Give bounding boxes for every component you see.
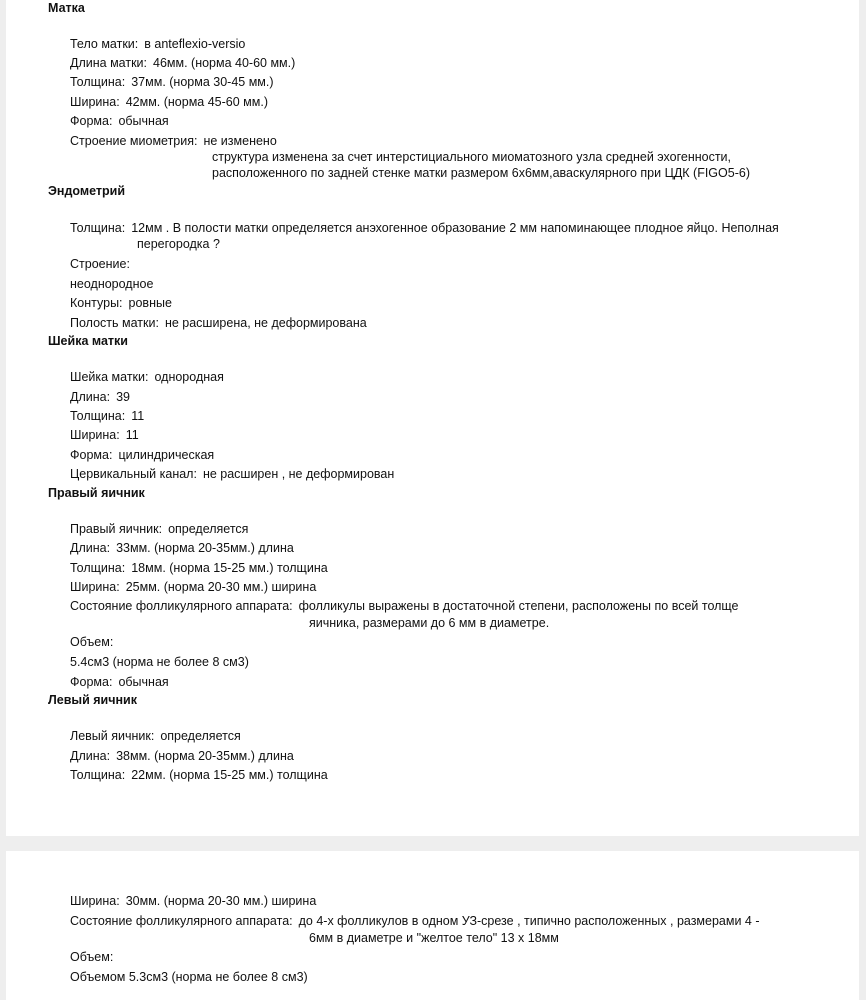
field-left-ovary: Левый яичник: определяется bbox=[70, 729, 241, 743]
field-right-ovary-volume-label: Объем: bbox=[70, 635, 114, 649]
field-cervix-shape: Форма: цилиндрическая bbox=[70, 448, 215, 462]
field-right-ovary-thickness: Толщина: 18мм. (норма 15-25 мм.) толщина bbox=[70, 561, 328, 575]
field-uterus-length: Длина матки: 46мм. (норма 40-60 мм.) bbox=[70, 56, 296, 70]
field-left-ovary-volume-value: Объемом 5.3см3 (норма не более 8 см3) bbox=[70, 970, 308, 984]
field-right-ovary-length: Длина: 33мм. (норма 20-35мм.) длина bbox=[70, 541, 294, 555]
field-endometrium-thickness: Толщина: 12мм . В полости матки определяется анэхогенное образование 2 мм напоминающее плодное яйцо. Неполная bbox=[70, 221, 779, 235]
myometrium-continuation-1: структура изменена за счет интерстициального миоматозного узла средней эхогенности, bbox=[212, 150, 732, 164]
document-page-2 bbox=[6, 851, 859, 1000]
document-page-1 bbox=[6, 0, 859, 836]
field-cervical-canal: Цервикальный канал: не расширен , не деформирован bbox=[70, 467, 395, 481]
field-endometrium-structure-value: неоднородное bbox=[70, 277, 154, 291]
field-cervix-length: Длина: 39 bbox=[70, 390, 130, 404]
field-endometrium-structure-label: Строение: bbox=[70, 257, 130, 271]
field-cervix-width: Ширина: 11 bbox=[70, 428, 139, 442]
field-myometrium-structure: Строение миометрия: не изменено bbox=[70, 134, 277, 148]
endometrium-thickness-continuation: перегородка ? bbox=[137, 237, 220, 251]
section-heading-cervix: Шейка матки bbox=[48, 334, 128, 348]
field-uterus-shape: Форма: обычная bbox=[70, 114, 169, 128]
field-right-ovary-shape: Форма: обычная bbox=[70, 675, 169, 689]
section-heading-uterus: Матка bbox=[48, 1, 85, 15]
field-left-ovary-follicular: Состояние фолликулярного аппарата: до 4-х фолликулов в одном УЗ-срезе , типично расположенных , размерами 4 - bbox=[70, 914, 760, 928]
field-right-ovary: Правый яичник: определяется bbox=[70, 522, 249, 536]
section-heading-left-ovary: Левый яичник bbox=[48, 693, 137, 707]
field-uterus-thickness: Толщина: 37мм. (норма 30-45 мм.) bbox=[70, 75, 274, 89]
field-cervix-thickness: Толщина: 11 bbox=[70, 409, 145, 423]
field-uterine-cavity: Полость матки: не расширена, не деформирована bbox=[70, 316, 367, 330]
myometrium-continuation-2: расположенного по задней стенке матки размером 6х6мм,аваскулярного при ЦДК (FIGO5-6) bbox=[212, 166, 750, 180]
field-uterus-body: Тело матки: в anteflexio-versio bbox=[70, 37, 246, 51]
section-heading-endometrium: Эндометрий bbox=[48, 184, 126, 198]
field-right-ovary-volume-value: 5.4см3 (норма не более 8 см3) bbox=[70, 655, 249, 669]
field-left-ovary-thickness: Толщина: 22мм. (норма 15-25 мм.) толщина bbox=[70, 768, 328, 782]
field-uterus-width: Ширина: 42мм. (норма 45-60 мм.) bbox=[70, 95, 268, 109]
field-cervix: Шейка матки: однородная bbox=[70, 370, 224, 384]
section-heading-right-ovary: Правый яичник bbox=[48, 486, 145, 500]
field-left-ovary-length: Длина: 38мм. (норма 20-35мм.) длина bbox=[70, 749, 294, 763]
field-right-ovary-follicular: Состояние фолликулярного аппарата: фолликулы выражены в достаточной степени, расположены по всей толще bbox=[70, 599, 739, 613]
left-ovary-follicular-continuation: 6мм в диаметре и "желтое тело" 13 х 18мм bbox=[309, 931, 559, 945]
field-endometrium-contours: Контуры: ровные bbox=[70, 296, 172, 310]
right-ovary-follicular-continuation: яичника, размерами до 6 мм в диаметре. bbox=[309, 616, 550, 630]
field-right-ovary-width: Ширина: 25мм. (норма 20-30 мм.) ширина bbox=[70, 580, 317, 594]
field-left-ovary-width: Ширина: 30мм. (норма 20-30 мм.) ширина bbox=[70, 894, 317, 908]
field-left-ovary-volume-label: Объем: bbox=[70, 950, 114, 964]
